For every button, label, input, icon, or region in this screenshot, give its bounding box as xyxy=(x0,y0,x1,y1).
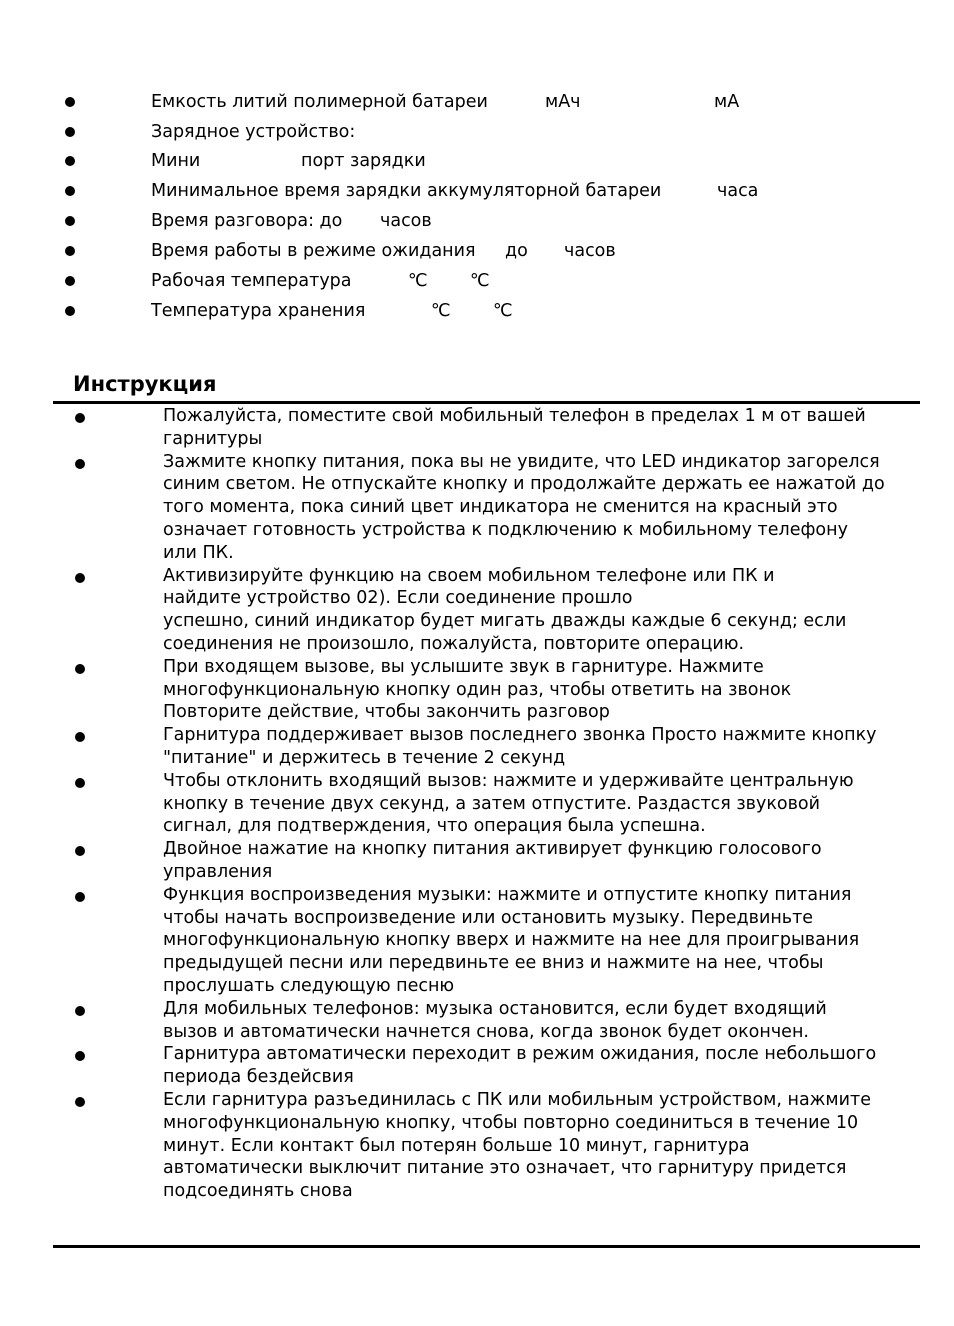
instruction-line: Повторите действие, чтобы закончить разговор xyxy=(163,702,610,723)
spec-text: Зарядное устройство: xyxy=(151,122,356,142)
bullet-icon xyxy=(75,778,85,788)
spec-item xyxy=(0,211,954,235)
spec-text: мА xyxy=(714,92,740,112)
instruction-line: многофункциональную кнопку, чтобы повторно соединиться в течение 10 xyxy=(163,1112,859,1133)
instruction-line: прослушать следующую песню xyxy=(163,975,455,996)
instruction-line: Активизируйте функцию на своем мобильном телефоне или ПК и xyxy=(163,565,775,586)
bullet-icon xyxy=(75,459,85,469)
section-title-instruction: Инструкция xyxy=(73,372,217,396)
spec-item xyxy=(0,181,954,205)
instruction-line: предыдущей песни или передвиньте ее вниз и нажмите на нее, чтобы xyxy=(163,953,824,974)
instruction-line: Чтобы отклонить входящий вызов: нажмите и удерживайте центральную xyxy=(163,770,854,791)
instruction-item xyxy=(0,405,954,451)
instruction-line: чтобы начать воспроизведение или остановить музыку. Передвиньте xyxy=(163,907,814,928)
instruction-line: успешно, синий индикатор будет мигать дважды каждые 6 секунд; если xyxy=(163,611,847,632)
instruction-line: Двойное нажатие на кнопку питания активирует функцию голосового xyxy=(163,839,822,860)
instruction-line: Гарнитура поддерживает вызов последнего звонка Просто нажмите кнопку xyxy=(163,725,877,746)
spec-text: Время работы в режиме ожидания xyxy=(151,241,476,261)
instruction-item xyxy=(0,1043,954,1089)
spec-text: часа xyxy=(717,181,759,201)
bullet-icon xyxy=(65,246,75,256)
spec-text: часов xyxy=(564,241,616,261)
page-footer-rule xyxy=(53,1245,920,1248)
instruction-line: Для мобильных телефонов: музыка остановится, если будет входящий xyxy=(163,998,827,1019)
instruction-line: означает готовность устройства к подключению к мобильному телефону xyxy=(163,519,848,540)
instruction-line: найдите устройство 02). Если соединение прошло xyxy=(163,588,633,609)
bullet-icon xyxy=(75,892,85,902)
instruction-line: кнопку в течение двух секунд, а затем отпустите. Раздастся звуковой xyxy=(163,793,821,814)
bullet-icon xyxy=(65,186,75,196)
instruction-item xyxy=(0,838,954,884)
instruction-line: соединения не произошло, пожалуйста, повторите операцию. xyxy=(163,633,745,654)
instructions-list xyxy=(0,405,954,1203)
instruction-item xyxy=(0,724,954,770)
instruction-line: Гарнитура автоматически переходит в режим ожидания, после небольшого xyxy=(163,1044,877,1065)
instruction-line: автоматически выключит питание это означает, что гарнитуру придется xyxy=(163,1158,847,1179)
spec-text: мАч xyxy=(545,92,581,112)
instruction-item xyxy=(0,770,954,838)
instruction-line: При входящем вызове, вы услышите звук в гарнитуре. Нажмите xyxy=(163,656,764,677)
instruction-line: управления xyxy=(163,861,273,882)
bullet-icon xyxy=(65,306,75,316)
instruction-line: Функция воспроизведения музыки: нажмите и отпустите кнопку питания xyxy=(163,884,852,905)
bullet-icon xyxy=(65,156,75,166)
spec-text: ℃ xyxy=(431,301,451,321)
spec-item xyxy=(0,271,954,295)
bullet-icon xyxy=(75,846,85,856)
instruction-line: синим светом. Не отпускайте кнопку и продолжайте держать ее нажатой до xyxy=(163,474,885,495)
instruction-line: вызов и автоматически начнется снова, когда звонок будет окончен. xyxy=(163,1021,809,1042)
instruction-line: того момента, пока синий цвет индикатора не сменится на красный это xyxy=(163,497,838,518)
spec-text: порт зарядки xyxy=(301,151,426,171)
bullet-icon xyxy=(75,732,85,742)
instruction-line: или ПК. xyxy=(163,542,234,563)
bullet-icon xyxy=(75,413,85,423)
bullet-icon xyxy=(65,127,75,137)
instruction-item xyxy=(0,565,954,656)
bullet-icon xyxy=(75,664,85,674)
bullet-icon xyxy=(65,216,75,226)
spec-text: часов xyxy=(380,211,432,231)
spec-text: Емкость литий полимерной батареи xyxy=(151,92,488,112)
spec-text: Рабочая температура xyxy=(151,271,352,291)
spec-text: Минимальное время зарядки аккумуляторной батареи xyxy=(151,181,662,201)
bullet-icon xyxy=(75,1006,85,1016)
instruction-line: многофункциональную кнопку один раз, чтобы ответить на звонок xyxy=(163,679,792,700)
bullet-icon xyxy=(75,1097,85,1107)
instruction-line: гарнитуры xyxy=(163,428,263,449)
instruction-item xyxy=(0,656,954,724)
spec-text: до xyxy=(505,241,528,261)
instruction-line: минут. Если контакт был потерян больше 10 минут, гарнитура xyxy=(163,1135,750,1156)
spec-text: ℃ xyxy=(493,301,513,321)
instruction-line: Пожалуйста, поместите свой мобильный телефон в пределах 1 м от вашей xyxy=(163,406,866,426)
bullet-icon xyxy=(75,573,85,583)
instruction-item xyxy=(0,451,954,565)
instruction-line: подсоединять снова xyxy=(163,1181,353,1202)
spec-text: ℃ xyxy=(470,271,490,291)
instruction-line: периода бездейсвия xyxy=(163,1067,354,1088)
bullet-icon xyxy=(65,276,75,286)
spec-text: Мини xyxy=(151,151,201,171)
spec-item xyxy=(0,301,954,325)
instruction-line: Зажмите кнопку питания, пока вы не увидите, что LED индикатор загорелся xyxy=(163,451,880,472)
spec-item xyxy=(0,92,954,116)
bullet-icon xyxy=(65,97,75,107)
spec-text: Температура хранения xyxy=(151,301,366,321)
instruction-line: многофункциональную кнопку вверх и нажмите на нее для проигрывания xyxy=(163,930,860,951)
instruction-item xyxy=(0,884,954,998)
spec-text: Время разговора: до xyxy=(151,211,343,231)
instruction-line: "питание" и держитесь в течение 2 секунд xyxy=(163,747,566,768)
instruction-item xyxy=(0,998,954,1044)
spec-item xyxy=(0,241,954,265)
spec-item xyxy=(0,122,954,146)
instruction-line: Если гарнитура разъединилась с ПК или мобильным устройством, нажмите xyxy=(163,1089,871,1110)
instruction-item xyxy=(0,1089,954,1203)
instruction-line: сигнал, для подтверждения, что операция была успешна. xyxy=(163,816,706,837)
spec-text: ℃ xyxy=(408,271,428,291)
bullet-icon xyxy=(75,1051,85,1061)
spec-item xyxy=(0,151,954,175)
section-divider xyxy=(53,401,920,404)
